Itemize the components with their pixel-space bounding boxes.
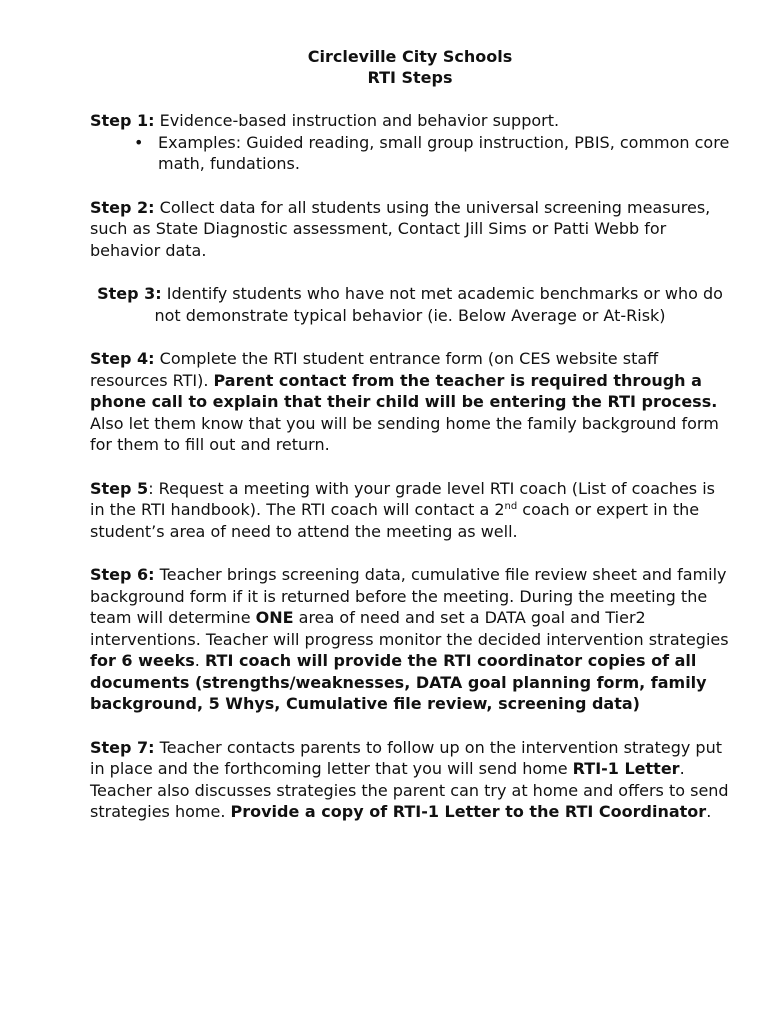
step-5-text-continued: coach or expert in the student’s area of need to attend the meeting as well. xyxy=(90,500,700,541)
step-7-text-continued: . Teacher also discusses strategies the parent can try at home and offers to send strategies home. xyxy=(90,759,729,821)
step-4-label: Step 4: xyxy=(90,349,155,368)
step-4 xyxy=(90,348,730,456)
step-6-coach-documents-note: RTI coach will provide the RTI coordinator copies of all documents (strengths/weaknesses, DATA goal planning form, family background, 5 Whys, Cumulative file review, screening data) xyxy=(90,651,707,713)
step-1-text: Evidence-based instruction and behavior support. xyxy=(154,111,560,130)
step-2-label: Step 2: xyxy=(90,197,155,217)
step-6-text-continued: area of need and set a DATA goal and Tier2 interventions. Teacher will progress monitor the decided intervention strategies xyxy=(90,608,729,649)
school-name: Circleville City Schools xyxy=(307,47,513,66)
step-2-text: Collect data for all students using the universal screening measures, such as State Diagnostic assessment, Contact Jill Sims or Patti Webb for behavior data. xyxy=(90,197,711,260)
step-7-text: Teacher contacts parents to follow up on the intervention strategy put in place and the forthcoming letter that you will send home xyxy=(90,737,722,778)
step-4-parent-contact-note: Parent contact from the teacher is required through a phone call to explain that their child will be entering the RTI process. xyxy=(90,370,718,411)
step-5-label: Step 5 xyxy=(90,478,149,498)
step-4-text-continued: Also let them know that you will be sending home the family background form for them to fill out and return. xyxy=(90,413,719,454)
step-6-one-emphasis: ONE xyxy=(255,608,294,627)
step-6-text: Teacher brings screening data, cumulative file review sheet and family background form if it is returned before the meeting. During the meeting the team will determine xyxy=(90,565,727,627)
step-7-letter-name: RTI-1 Letter xyxy=(572,759,680,778)
step-5-ordinal-suffix: nd xyxy=(504,501,518,512)
step-5 xyxy=(90,478,730,543)
step-3-label: Step 3: xyxy=(97,284,162,303)
step-1-label: Step 1: xyxy=(90,111,155,130)
step-7-text-period: . xyxy=(706,802,712,821)
step-6-label: Step 6: xyxy=(90,565,155,584)
document-title: RTI Steps xyxy=(367,68,453,87)
step-7-label: Step 7: xyxy=(90,737,155,757)
step-3-text: Identify students who have not met academic benchmarks or who do not demonstrate typical behavior (ie. Below Average or At-Risk) xyxy=(154,284,723,325)
document-page xyxy=(90,46,730,845)
step-6-duration: for 6 weeks xyxy=(90,651,195,670)
step-7 xyxy=(90,737,730,823)
step-4-text: Complete the RTI student entrance form (on CES website staff resources RTI). xyxy=(90,349,659,390)
step-3 xyxy=(90,283,730,326)
step-7-coordinator-copy-note: Provide a copy of RTI-1 Letter to the RTI Coordinator xyxy=(230,802,707,821)
step-2 xyxy=(90,197,730,262)
step-1-example-item: • Examples: Guided reading, small group instruction, PBIS, common core math, fundations. xyxy=(158,132,730,175)
step-6 xyxy=(90,564,730,715)
step-1-examples xyxy=(90,132,730,175)
step-5-text: : Request a meeting with your grade level RTI coach (List of coaches is in the RTI handbook). The RTI coach will contact a 2 xyxy=(90,478,715,519)
step-1 xyxy=(90,110,730,175)
step-6-text-period: . xyxy=(194,651,205,670)
